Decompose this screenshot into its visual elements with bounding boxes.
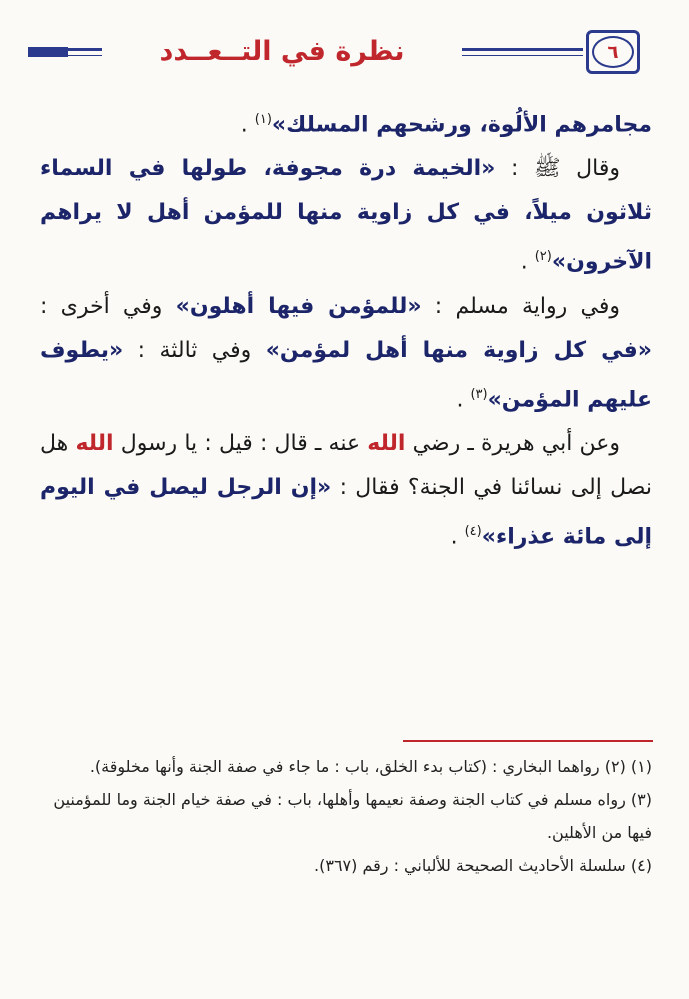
footnote-4: (٤) سلسلة الأحاديث الصحيحة للألباني : رقم (٣٦٧).	[314, 856, 652, 875]
p4-text-b: عنه ـ قال : قيل : يا رسول	[113, 430, 368, 456]
paragraph-2: وقال ﷺ : «الخيمة درة مجوفة، طولها في السماء ثلاثون ميلاً، في كل زاوية منها للمؤمن أهل لا يراهم الآخرون»$^{(٢)}$ .	[40, 156, 652, 275]
main-text	[40, 98, 652, 559]
hadith-quote-maidens: «إن الرجل ليصل في اليوم إلى مائة عذراء»	[40, 474, 652, 550]
footnote-ref-2: (٢)	[534, 249, 552, 265]
word-allah-2: الله	[75, 430, 114, 456]
footnote-ref-1: (١)	[254, 112, 272, 127]
p2-intro: وقال ﷺ :	[495, 156, 620, 182]
hadith-quote-tent: «الخيمة درة مجوفة، طولها في السماء ثلاثون ميلاً، في كل زاوية منها للمؤمن أهل لا يراهم الآخرون»	[40, 156, 652, 275]
page-number-box	[586, 30, 640, 74]
footnote-3: (٣) رواه مسلم في كتاب الجنة وصفة نعيمها وأهلها، باب : في صفة خيام الجنة وما للمؤمنين فيها من الأهلين.	[53, 790, 652, 842]
footnotes	[40, 750, 652, 882]
page-header	[28, 30, 640, 76]
footnote-ref-3: (٣)	[470, 386, 488, 402]
word-allah-1: الله	[367, 430, 406, 456]
paragraph-4: وعن أبي هريرة ـ رضي الله عنه ـ قال : قيل : يا رسول الله هل نصل إلى نسائنا في الجنة؟ فقال : «إن الرجل ليصل في اليوم إلى مائة عذراء»$^{(٤)}$ .	[40, 430, 652, 550]
p4-text-a: وعن أبي هريرة ـ رضي	[405, 430, 620, 456]
page-number: ٦	[592, 36, 634, 68]
footnote-divider	[403, 740, 653, 742]
quote-end: مجامرهم الألُوة، ورشحهم المسلك»	[271, 112, 652, 138]
paragraph-1: مجامرهم الألُوة، ورشحهم المسلك»$^{(١)}$ .	[240, 112, 652, 138]
p3-text-b: وفي أخرى :	[40, 293, 176, 319]
p4-text-c: هل نصل إلى نسائنا في الجنة؟ فقال :	[40, 430, 652, 500]
paragraph-3: وفي رواية مسلم : «للمؤمن فيها أهلون» وفي أخرى : «في كل زاوية منها أهل لمؤمن» وفي ثالثة : «يطوف عليهم المؤمن»$^{(٣)}$ .	[40, 293, 653, 412]
p3-text-a: وفي رواية مسلم :	[421, 293, 620, 319]
footnote-1-2: (١) (٢) رواهما البخاري : (كتاب بدء الخلق، باب : ما جاء في صفة الجنة وأنها مخلوقة).	[89, 757, 652, 776]
quote-visits: «يطوف عليهم المؤمن»	[40, 337, 652, 412]
p3-text-c: وفي ثالثة :	[123, 337, 266, 363]
running-title: نظرة في التــعــدد	[102, 36, 462, 67]
quote-families: «للمؤمن فيها أهلون»	[175, 293, 422, 319]
footnote-ref-4: (٤)	[464, 523, 482, 539]
header-dash-left	[28, 47, 68, 57]
quote-corner: «في كل زاوية منها أهل لمؤمن»	[265, 337, 653, 363]
